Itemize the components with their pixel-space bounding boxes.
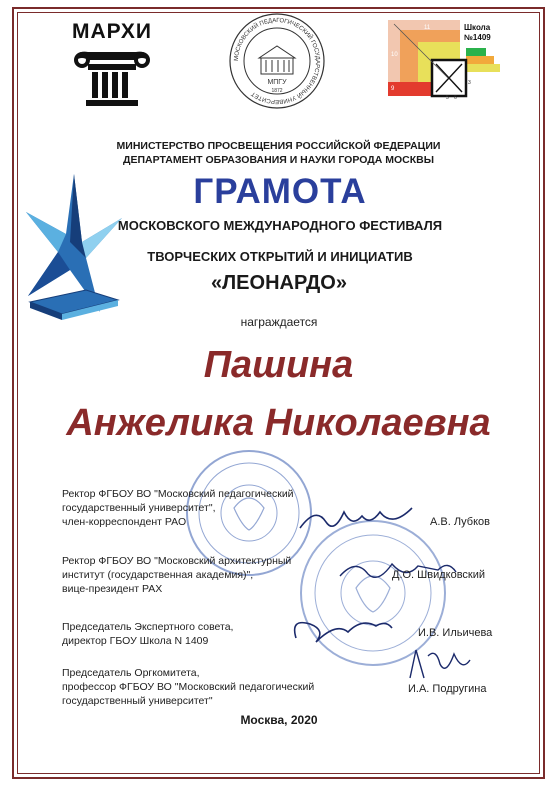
signatory-line: профессор ФГБОУ ВО "Московский педагогический — [62, 681, 315, 693]
marhi-logo — [62, 20, 162, 108]
school-logo-line1: Школа — [464, 23, 491, 32]
signatory-2-name: Д.О. Швидковский — [392, 569, 486, 581]
signatory-line: вице-президент РАХ — [62, 583, 163, 595]
ministry-line: МИНИСТЕРСТВО ПРОСВЕЩЕНИЯ РОССИЙСКОЙ ФЕДЕРАЦИИ — [116, 140, 441, 152]
certificate-title: ГРАМОТА — [193, 172, 367, 211]
signature-podrugina — [406, 644, 474, 684]
signatory-1-name: А.В. Лубков — [430, 516, 491, 528]
school-1409-logo — [388, 20, 500, 100]
marhi-logo-text: МАРХИ — [72, 20, 152, 43]
department-line: ДЕПАРТАМЕНТ ОБРАЗОВАНИЯ И НАУКИ ГОРОДА МОСКВЫ — [123, 154, 434, 166]
recipient-surname: Пашина — [203, 344, 354, 386]
signatory-line: институт (государственная академия)", — [62, 569, 254, 581]
signatory-line: Ректор ФГБОУ ВО "Московский архитектурный — [62, 555, 292, 567]
festival-subtitle-line2: ТВОРЧЕСКИХ ОТКРЫТИЙ И ИНИЦИАТИВ — [147, 249, 413, 264]
school-number: 11 — [424, 25, 431, 31]
signatory-3-name: И.В. Ильичева — [418, 627, 493, 639]
school-number: 5 — [446, 95, 449, 100]
signature-lubkov — [296, 498, 416, 538]
ministry-header — [60, 139, 497, 167]
school-number: 3 — [468, 80, 471, 86]
signatory-line: член-корреспондент РАО — [62, 516, 187, 528]
column-icon — [62, 20, 162, 108]
signatory-3-position — [62, 620, 233, 648]
school-logo-line2: №1409 — [464, 33, 491, 42]
mpgu-seal-logo — [228, 12, 326, 110]
signatory-1-position — [62, 487, 294, 529]
signatory-2-position — [62, 554, 291, 596]
signatory-line: директор ГБОУ Школа N 1409 — [62, 635, 209, 647]
mpgu-logo-text: МПГУ — [267, 79, 287, 86]
signature-ilyicheva — [286, 608, 396, 648]
signatory-line: Председатель Экспертного совета, — [62, 621, 234, 633]
signatory-line: Ректор ФГБОУ ВО "Московский педагогический — [62, 488, 294, 500]
school-number: 10 — [391, 52, 398, 58]
signatory-4-name: И.А. Подругина — [408, 683, 487, 695]
school-number: 6 — [454, 95, 457, 100]
awarded-label: награждается — [240, 315, 318, 329]
school-number: 9 — [391, 86, 395, 92]
mpgu-ring-text: МОСКОВСКИЙ ПЕДАГОГИЧЕСКИЙ ГОСУДАРСТВЕННЫЙ УНИВЕРСИТЕТ — [233, 17, 321, 105]
festival-name: «ЛЕОНАРДО» — [211, 272, 347, 294]
recipient-name: Анжелика Николаевна — [66, 402, 491, 444]
festival-subtitle-line1: МОСКОВСКОГО МЕЖДУНАРОДНОГО ФЕСТИВАЛЯ — [117, 218, 443, 233]
signatory-line: государственный университет", — [62, 502, 216, 514]
signatory-line: государственный университет" — [62, 695, 213, 707]
mpgu-year: 1872 — [271, 88, 283, 94]
star-book-icon — [24, 172, 124, 322]
place-and-date: Москва, 2020 — [240, 713, 318, 727]
signatory-line: Председатель Оргкомитета, — [62, 667, 200, 679]
signatory-4-position — [62, 666, 314, 708]
